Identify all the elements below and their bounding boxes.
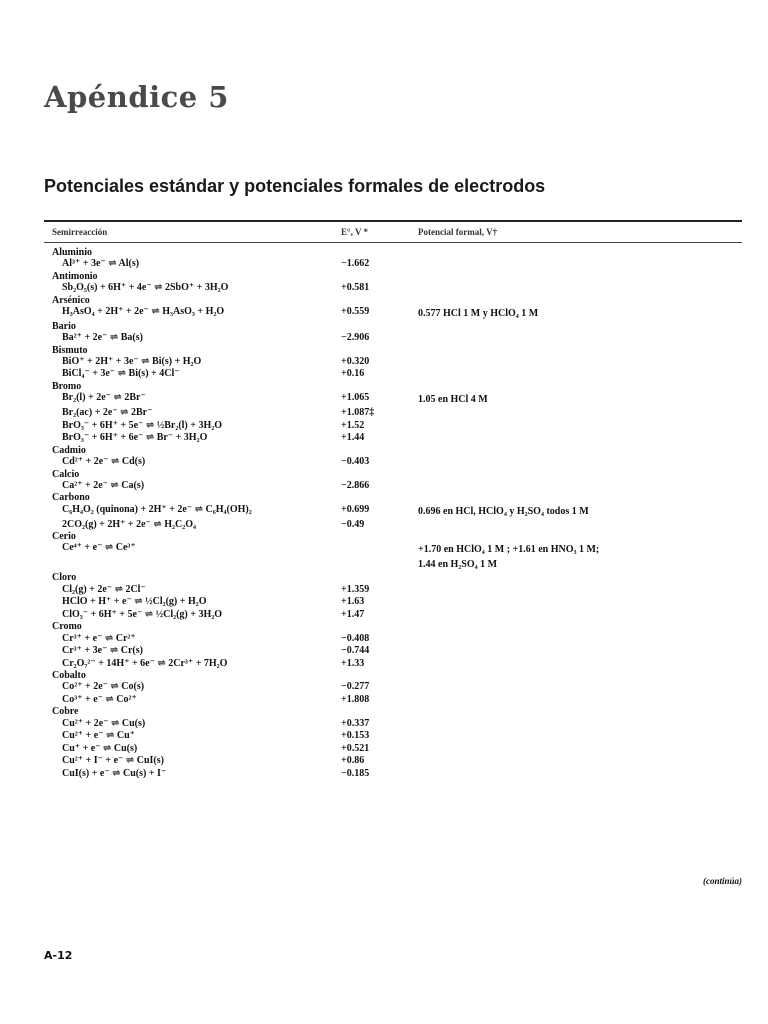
table-row [44, 504, 742, 519]
formal-potential [418, 633, 742, 646]
half-reaction: Co²⁺ + 2e⁻ ⇌ Co(s) [62, 681, 145, 693]
standard-potential: +0.153 [341, 730, 370, 742]
formal-potential [418, 681, 742, 694]
continues-note: (continúa) [702, 876, 742, 886]
header-standard-potential: E°, V * [341, 227, 369, 237]
standard-potential: +1.087‡ [341, 407, 375, 419]
half-reaction: Cu⁺ + e⁻ ⇌ Cu(s) [62, 742, 138, 754]
element-group-label: Cloro [52, 572, 77, 584]
standard-potential [341, 542, 418, 572]
standard-potential: +1.359 [341, 583, 370, 595]
half-reaction: ClO₃⁻ + 6H⁺ + 5e⁻ ⇌ ½Cl₂(g) + 3H₂O [62, 608, 223, 620]
table-row [44, 392, 742, 407]
table-row [44, 718, 742, 731]
half-reaction: CuI(s) + e⁻ ⇌ Cu(s) + I⁻ [62, 767, 167, 779]
standard-potential: −0.49 [341, 518, 365, 530]
formal-potential [418, 755, 742, 768]
formal-potential [418, 282, 742, 295]
standard-potential: +1.33 [341, 657, 365, 669]
element-group-label: Cromo [52, 621, 82, 633]
standard-potential: −0.408 [341, 632, 370, 644]
standard-potential: −0.744 [341, 645, 370, 657]
element-group-label: Calcio [52, 468, 80, 480]
table-row [44, 584, 742, 597]
element-group-label: Cadmio [52, 444, 86, 456]
half-reaction: Co³⁺ + e⁻ ⇌ Co²⁺ [62, 693, 137, 705]
half-reaction: Cu²⁺ + e⁻ ⇌ Cu⁺ [62, 730, 135, 742]
appendix-title: Apéndice 5 [44, 80, 229, 114]
half-reaction: H₃AsO₄ + 2H⁺ + 2e⁻ ⇌ H₃AsO₃ + H₂O [62, 305, 225, 317]
table-row [44, 480, 742, 493]
table-row [44, 633, 742, 646]
formal-potential [418, 432, 742, 445]
formal-potential [418, 368, 742, 381]
half-reaction: BrO₃⁻ + 6H⁺ + 6e⁻ ⇌ Br⁻ + 3H₂O [62, 432, 208, 444]
half-reaction: Ca²⁺ + 2e⁻ ⇌ Ca(s) [62, 479, 145, 491]
element-group-label: Antimonio [52, 270, 98, 282]
table-row [44, 596, 742, 609]
table-row [44, 456, 742, 469]
half-reaction: Cr³⁺ + 3e⁻ ⇌ Cr(s) [62, 645, 143, 657]
table-row [44, 258, 742, 271]
standard-potential: +1.065 [341, 392, 370, 404]
table-row [44, 681, 742, 694]
standard-potential: +0.337 [341, 717, 370, 729]
table-row [44, 645, 742, 658]
formal-potential [418, 596, 742, 609]
standard-potential: +0.559 [341, 305, 370, 317]
table-row [44, 542, 742, 572]
half-reaction: Cu²⁺ + 2e⁻ ⇌ Cu(s) [62, 717, 146, 729]
formal-potential [418, 658, 742, 671]
formal-potential [418, 258, 742, 271]
half-reaction: Sb₂O₅(s) + 6H⁺ + 4e⁻ ⇌ 2SbO⁺ + 3H₂O [62, 282, 229, 294]
standard-potential: +0.16 [341, 368, 365, 380]
half-reaction: HClO + H⁺ + e⁻ ⇌ ½Cl₂(g) + H₂O [62, 596, 207, 608]
formal-potential [418, 356, 742, 369]
table-row [44, 694, 742, 707]
potentials-table [44, 220, 742, 780]
element-group-label: Carbono [52, 492, 90, 504]
table-row [44, 743, 742, 756]
formal-potential [418, 332, 742, 345]
half-reaction: Cr³⁺ + e⁻ ⇌ Cr²⁺ [62, 632, 136, 644]
page-number: A-12 [44, 949, 73, 962]
standard-potential: +0.320 [341, 355, 370, 367]
element-group-label: Aluminio [52, 247, 93, 258]
standard-potential: +1.52 [341, 419, 365, 431]
formal-potential [418, 519, 742, 532]
element-group-label: Bromo [52, 380, 82, 392]
standard-potential: +1.63 [341, 596, 365, 608]
standard-potential: +0.581 [341, 282, 370, 294]
half-reaction: Cd²⁺ + 2e⁻ ⇌ Cd(s) [62, 456, 146, 468]
table-row [44, 768, 742, 781]
table-row [44, 609, 742, 622]
element-group-label: Arsénico [52, 294, 90, 306]
formal-potential [418, 609, 742, 622]
half-reaction: Br₂(l) + 2e⁻ ⇌ 2Br⁻ [62, 392, 146, 404]
table-row [44, 356, 742, 369]
formal-potential [418, 407, 742, 420]
table-row [44, 420, 742, 433]
standard-potential: −2.866 [341, 479, 370, 491]
half-reaction: Ba²⁺ + 2e⁻ ⇌ Ba(s) [62, 332, 143, 344]
table-row [44, 306, 742, 321]
formal-potential [418, 645, 742, 658]
standard-potential: +0.86 [341, 755, 365, 767]
standard-potential: −0.277 [341, 681, 370, 693]
standard-potential: +1.808 [341, 693, 370, 705]
formal-potential [418, 420, 742, 433]
header-reaction: Semirreacción [52, 227, 108, 237]
table-row [44, 368, 742, 381]
table-row [44, 658, 742, 671]
table-row [44, 730, 742, 743]
half-reaction: Cl₂(g) + 2e⁻ ⇌ 2Cl⁻ [62, 583, 146, 595]
table-row [44, 407, 742, 420]
table-row [44, 755, 742, 768]
standard-potential: −1.662 [341, 258, 370, 270]
element-group-label: Cerio [52, 531, 76, 543]
table-header [44, 222, 742, 243]
half-reaction: Al³⁺ + 3e⁻ ⇌ Al(s) [62, 258, 140, 270]
half-reaction: BrO₃⁻ + 6H⁺ + 5e⁻ ⇌ ½Br₂(l) + 3H₂O [62, 419, 223, 431]
table-row [44, 282, 742, 295]
table-body [44, 243, 742, 780]
standard-potential: +0.521 [341, 742, 370, 754]
element-group-label: Bario [52, 320, 76, 332]
formal-potential [418, 768, 742, 781]
header-formal-potential: Potencial formal, V† [418, 227, 498, 237]
half-reaction: Br₂(ac) + 2e⁻ ⇌ 2Br⁻ [62, 407, 153, 419]
table-row [44, 332, 742, 345]
formal-potential [418, 694, 742, 707]
formal-potential [418, 584, 742, 597]
half-reaction: BiCl₄⁻ + 3e⁻ ⇌ Bi(s) + 4Cl⁻ [62, 368, 180, 380]
standard-potential: +1.47 [341, 608, 365, 620]
half-reaction: Cr₂O₇²⁻ + 14H⁺ + 6e⁻ ⇌ 2Cr³⁺ + 7H₂O [62, 657, 228, 669]
standard-potential: −2.906 [341, 332, 370, 344]
table-row [44, 519, 742, 532]
standard-potential: +0.699 [341, 503, 370, 515]
half-reaction: 2CO₂(g) + 2H⁺ + 2e⁻ ⇌ H₂C₂O₄ [62, 518, 196, 530]
half-reaction: Cu²⁺ + I⁻ + e⁻ ⇌ CuI(s) [62, 755, 164, 767]
element-group-label: Cobalto [52, 670, 86, 682]
standard-potential: +1.44 [341, 432, 365, 444]
half-reaction: BiO⁺ + 2H⁺ + 3e⁻ ⇌ Bi(s) + H₂O [62, 355, 202, 367]
formal-potential: 1.05 en HCl 4 M [418, 394, 488, 406]
element-group-label: Cobre [52, 706, 79, 718]
formal-potential: 0.696 en HCl, HClO₄ y H₂SO₄ todos 1 M [418, 505, 589, 517]
formal-potential [418, 718, 742, 731]
formal-potential: 0.577 HCl 1 M y HClO₄ 1 M [418, 307, 539, 319]
formal-potential [418, 743, 742, 756]
section-title: Potenciales estándar y potenciales formales de electrodos [44, 176, 546, 196]
formal-potential [418, 456, 742, 469]
half-reaction: Ce⁴⁺ + e⁻ ⇌ Ce³⁺ [62, 542, 136, 554]
standard-potential: −0.185 [341, 767, 370, 779]
standard-potential: −0.403 [341, 456, 370, 468]
half-reaction: C₆H₄O₂ (quinona) + 2H⁺ + 2e⁻ ⇌ C₆H₄(OH)₂ [62, 503, 252, 515]
table-row [44, 432, 742, 445]
formal-potential: +1.70 en HClO₄ 1 M ; +1.61 en HNO₃ 1 M; 1.44 en H₂SO₄ 1 M [418, 544, 600, 571]
element-group-label: Bismuto [52, 344, 88, 356]
formal-potential [418, 480, 742, 493]
formal-potential [418, 730, 742, 743]
